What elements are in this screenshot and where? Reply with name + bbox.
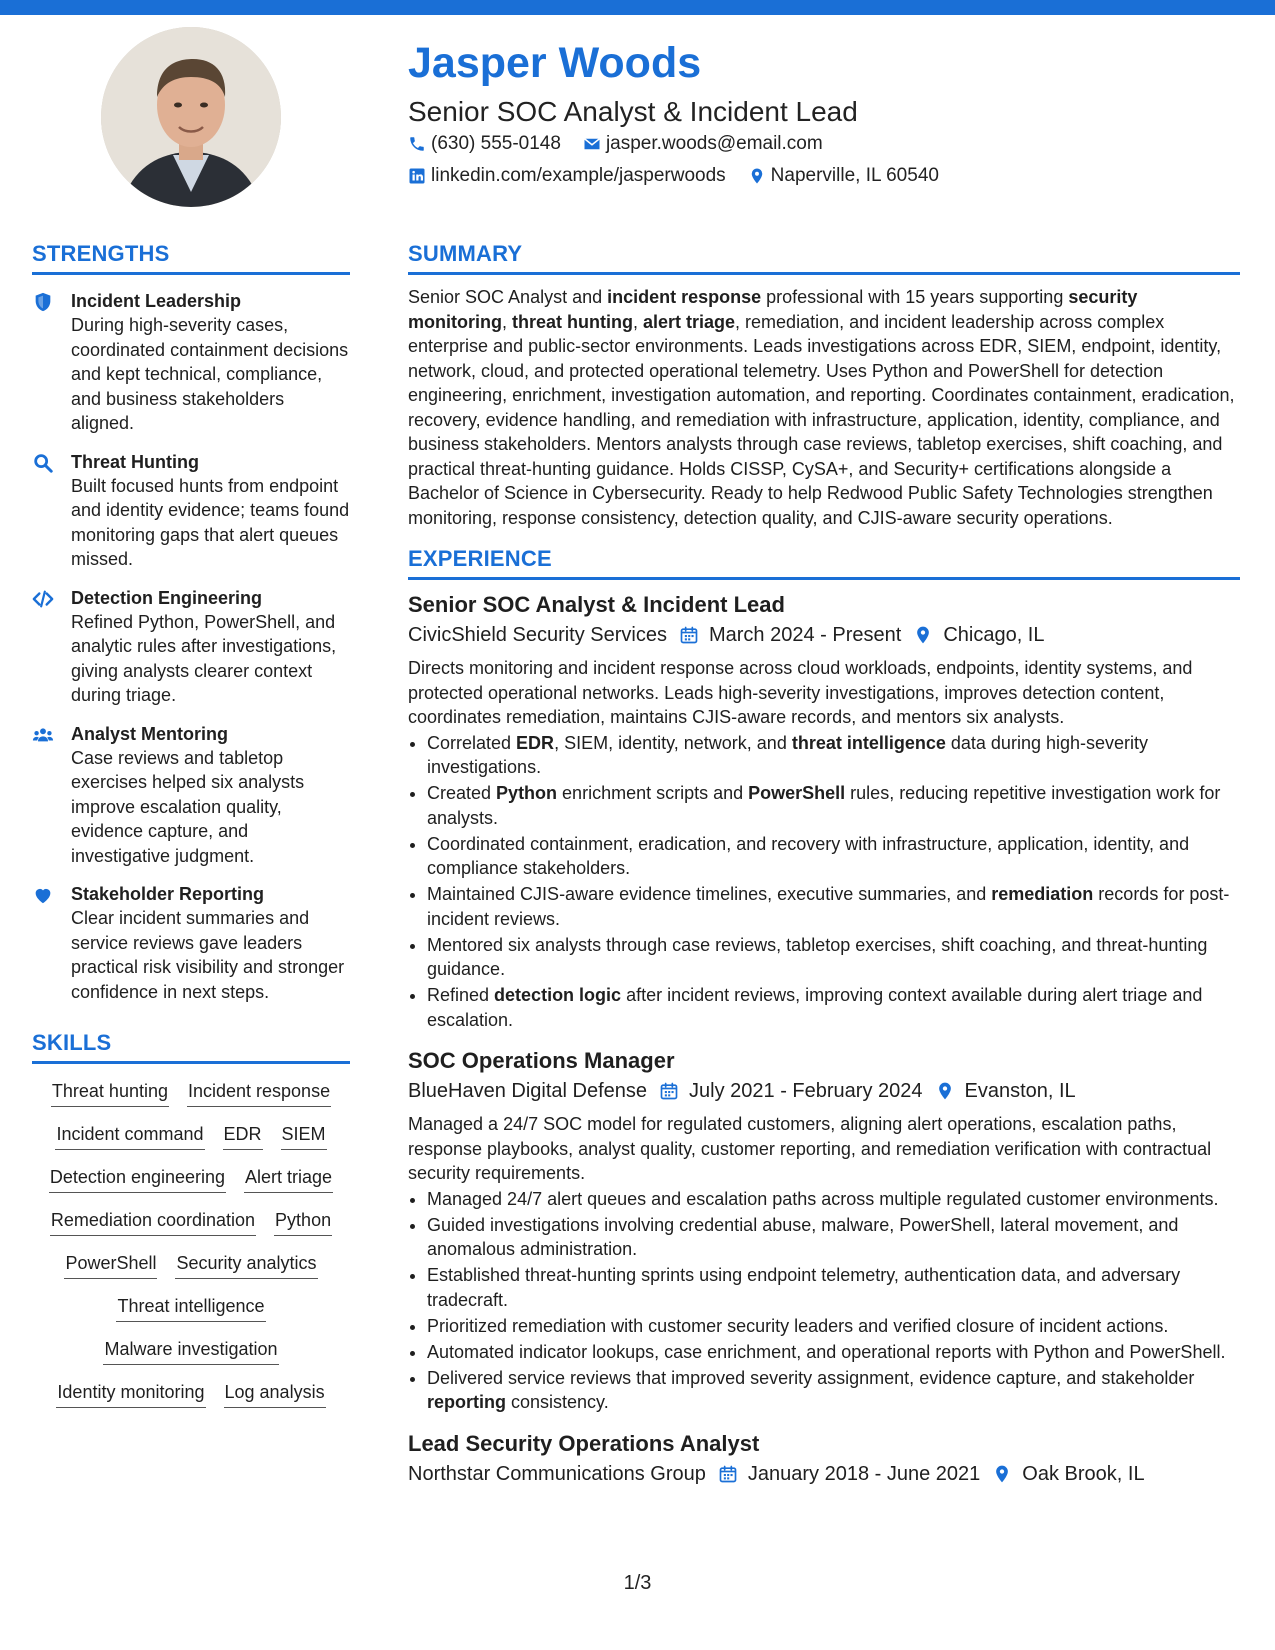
text-run: Automated indicator lookups, case enrichment, and operational reports with Python and PowerShell. bbox=[427, 1341, 1226, 1362]
strength-title: Detection Engineering bbox=[71, 587, 263, 608]
text-run: Established threat-hunting sprints using endpoint telemetry, authentication data, and adversary tradecraft. bbox=[427, 1265, 1181, 1310]
contact-row-2 bbox=[408, 165, 939, 187]
skill-row bbox=[32, 1164, 350, 1193]
calendar-icon bbox=[679, 625, 699, 645]
calendar-icon bbox=[659, 1081, 679, 1101]
text-run: Created bbox=[427, 783, 497, 803]
strength-text: During high-severity cases, coordinated containment decisions and kept technical, compliance, and business stakeholders aligned. bbox=[71, 315, 349, 433]
skill-tag: EDR bbox=[223, 1121, 263, 1150]
contact-location bbox=[748, 165, 939, 187]
job-location bbox=[992, 1459, 1144, 1489]
map-pin-icon bbox=[992, 1464, 1012, 1484]
job-dates bbox=[659, 1076, 922, 1106]
text-run: , bbox=[501, 311, 512, 332]
bullet-item bbox=[427, 882, 1240, 931]
skills-list bbox=[32, 1078, 350, 1408]
skill-tag: Alert triage bbox=[244, 1164, 333, 1193]
job-dates-text: July 2021 - February 2024 bbox=[689, 1080, 923, 1102]
text-run: Guided investigations involving credential abuse, malware, PowerShell, lateral movement, and anomalous administration. bbox=[427, 1214, 1179, 1259]
job-location-text: Oak Brook, IL bbox=[1022, 1462, 1145, 1485]
skill-tag: Malware investigation bbox=[103, 1336, 278, 1365]
text-run: Prioritized remediation with customer security leaders and verified closure of incident actions. bbox=[427, 1315, 1169, 1336]
skill-tag: Remediation coordination bbox=[50, 1207, 256, 1236]
phone-icon bbox=[408, 135, 426, 153]
heart-icon bbox=[32, 884, 54, 906]
strength-text: Built focused hunts from endpoint and identity evidence; teams found monitoring gaps that alert queues missed. bbox=[71, 475, 350, 569]
skill-tag: Python bbox=[274, 1207, 332, 1236]
bold-text: security monitoring bbox=[408, 287, 1138, 332]
strength-title: Threat Hunting bbox=[71, 451, 199, 472]
job-dates-text: January 2018 - June 2021 bbox=[747, 1462, 981, 1485]
phone-text: (630) 555-0148 bbox=[431, 133, 561, 154]
job-dates bbox=[679, 620, 901, 650]
map-pin-icon bbox=[913, 625, 933, 645]
company-name: Northstar Communications Group bbox=[408, 1462, 706, 1485]
strengths-heading: STRENGTHS bbox=[32, 241, 350, 275]
skill-tag: Threat hunting bbox=[51, 1078, 169, 1107]
text-run: Refined bbox=[427, 985, 495, 1005]
map-pin-icon bbox=[935, 1081, 955, 1101]
strength-text: Refined Python, PowerShell, and analytic rules after investigations, giving analysts clearer context during triage. bbox=[71, 611, 337, 705]
text-run: Mentored six analysts through case reviews, tabletop exercises, shift coaching, and threat-hunting guidance. bbox=[427, 934, 1208, 979]
company-name: CivicShield Security Services bbox=[408, 624, 667, 646]
text-run: rules, reducing repetitive investigation work for analysts. bbox=[427, 783, 1221, 828]
bullet-item bbox=[427, 1366, 1240, 1415]
strength-title: Analyst Mentoring bbox=[71, 723, 229, 744]
bullet-item bbox=[427, 832, 1240, 881]
bold-text: threat hunting bbox=[512, 311, 633, 332]
profile-photo bbox=[101, 27, 281, 207]
skill-tag: Log analysis bbox=[224, 1379, 326, 1408]
skill-tag: SIEM bbox=[281, 1121, 327, 1150]
job-title: Senior SOC Analyst & Incident Lead bbox=[408, 592, 785, 617]
bold-text: alert triage bbox=[643, 311, 736, 332]
summary-heading: SUMMARY bbox=[408, 241, 1240, 275]
strength-title: Incident Leadership bbox=[71, 291, 242, 311]
text-run: enrichment scripts and bbox=[557, 783, 749, 803]
location-text: Naperville, IL 60540 bbox=[770, 165, 939, 186]
bullet-item bbox=[427, 933, 1240, 982]
bullet-item bbox=[427, 731, 1240, 780]
job-title: SOC Operations Manager bbox=[408, 1048, 675, 1073]
skill-tag: PowerShell bbox=[64, 1250, 157, 1279]
left-column bbox=[32, 241, 350, 1422]
calendar-icon bbox=[718, 1464, 738, 1484]
skills-heading: SKILLS bbox=[32, 1030, 350, 1064]
job-title: Lead Security Operations Analyst bbox=[408, 1430, 760, 1456]
job-entry bbox=[408, 1429, 1240, 1489]
profile-photo-image bbox=[101, 27, 281, 207]
bullet-item bbox=[427, 1213, 1240, 1262]
candidate-title: Senior SOC Analyst & Incident Lead bbox=[408, 96, 858, 127]
text-run: Managed 24/7 alert queues and escalation paths across multiple regulated customer environments. bbox=[427, 1188, 1219, 1209]
skill-tag: Incident response bbox=[187, 1078, 331, 1107]
map-pin-icon bbox=[748, 167, 766, 185]
skill-row bbox=[32, 1250, 350, 1279]
job-bullets bbox=[408, 1187, 1240, 1415]
bold-text: incident response bbox=[607, 287, 762, 307]
job-location bbox=[935, 1076, 1076, 1106]
page-number: 1/3 bbox=[623, 1572, 652, 1594]
bold-text: detection logic bbox=[494, 985, 622, 1005]
bold-text: Python bbox=[496, 783, 558, 803]
job-location-text: Evanston, IL bbox=[964, 1080, 1076, 1102]
bullet-item bbox=[427, 983, 1240, 1032]
text-run: records for post-incident reviews. bbox=[427, 884, 1230, 929]
text-run: , remediation, and incident leadership across complex enterprise and public-sector environments. Leads investigations across EDR, SIEM, endpoint, identity, network, cloud, and protected operational telemetry. Uses Python and PowerShell for detection engineering, enrichment, investigation automation, and reporting. Coordinates containment, eradication, recovery, evidence handling, and remediation with infrastructure, application, identity, compliance, and business stakeholders. Mentors analysts through case reviews, tabletop exercises, shift coaching, and practical threat-hunting guidance. Holds CISSP, CySA+, and Security+ certifications alongside a Bachelor of Science in Cybersecurity. Ready to help Redwood Public Safety Technologies strengthen monitoring, response consistency, detection quality, and CJIS-aware security operations. bbox=[408, 311, 1235, 528]
skill-row bbox=[32, 1379, 350, 1408]
bullet-item bbox=[427, 1187, 1240, 1212]
experience-heading: EXPERIENCE bbox=[408, 546, 1240, 580]
strength-title: Stakeholder Reporting bbox=[71, 884, 265, 904]
skill-tag: Incident command bbox=[55, 1121, 204, 1150]
bold-text: remediation bbox=[991, 884, 1094, 904]
job-entry bbox=[408, 1046, 1240, 1415]
strength-text: Case reviews and tabletop exercises helped six analysts improve escalation quality, evidence capture, and investigative judgment. bbox=[71, 747, 305, 866]
experience-list bbox=[408, 590, 1240, 1489]
strength-item bbox=[32, 586, 350, 708]
text-run: Maintained CJIS-aware evidence timelines, executive summaries, and bbox=[427, 884, 992, 904]
text-run: , SIEM, identity, network, and bbox=[554, 732, 792, 753]
search-icon bbox=[32, 452, 54, 474]
skill-tag: Security analytics bbox=[175, 1250, 317, 1279]
contact-linkedin[interactable] bbox=[408, 165, 726, 187]
job-entry bbox=[408, 590, 1240, 1032]
top-accent-bar bbox=[0, 0, 1275, 15]
job-description: Directs monitoring and incident response across cloud workloads, endpoints, identity systems, and protected operational networks. Leads high-severity investigations, improves detection content, coordinates remediation, maintains CJIS-aware records, and mentors six analysts. bbox=[408, 658, 1193, 727]
text-run: , bbox=[632, 311, 643, 332]
linkedin-text: linkedin.com/example/jasperwoods bbox=[431, 165, 726, 186]
candidate-name: Jasper Woods bbox=[408, 39, 702, 87]
envelope-icon bbox=[583, 135, 601, 153]
code-icon bbox=[32, 588, 54, 610]
text-run: professional with 15 years supporting bbox=[761, 287, 1069, 307]
users-icon bbox=[32, 724, 54, 746]
bullet-item bbox=[427, 1314, 1240, 1339]
strength-item bbox=[32, 882, 350, 1004]
job-dates-text: March 2024 - Present bbox=[708, 624, 902, 646]
text-run: Senior SOC Analyst and bbox=[408, 287, 608, 307]
text-run: data during high-severity investigations. bbox=[427, 732, 1149, 777]
strength-text: Clear incident summaries and service reviews gave leaders practical risk visibility and stronger confidence in next steps. bbox=[71, 908, 345, 1002]
job-meta bbox=[408, 620, 1240, 650]
contact-row-1 bbox=[408, 133, 823, 155]
email-text: jasper.woods@email.com bbox=[605, 133, 823, 154]
job-description: Managed a 24/7 SOC model for regulated customers, aligning alert operations, escalation paths, response playbooks, analyst quality, customer reporting, and remediation verification with contractual security requirements. bbox=[408, 1114, 1212, 1183]
linkedin-icon bbox=[408, 167, 426, 185]
strength-item bbox=[32, 289, 350, 436]
skill-tag: Threat intelligence bbox=[116, 1293, 265, 1322]
skill-row bbox=[32, 1336, 350, 1365]
strength-item bbox=[32, 722, 350, 869]
skill-row bbox=[32, 1293, 350, 1322]
contact-email[interactable] bbox=[583, 133, 823, 155]
bullet-item bbox=[427, 1340, 1240, 1365]
text-run: after incident reviews, improving context available during alert triage and escalation. bbox=[427, 985, 1203, 1030]
skill-row bbox=[32, 1078, 350, 1107]
right-column bbox=[408, 241, 1240, 1489]
text-run: Coordinated containment, eradication, and recovery with infrastructure, application, identity, and compliance stakeholders. bbox=[427, 833, 1190, 878]
job-location bbox=[913, 620, 1044, 650]
bullet-item bbox=[427, 781, 1240, 830]
bullet-item bbox=[427, 1263, 1240, 1312]
strength-item bbox=[32, 450, 350, 572]
bold-text: PowerShell bbox=[748, 783, 846, 803]
bold-text: reporting bbox=[427, 1392, 506, 1412]
contact-phone[interactable] bbox=[408, 133, 561, 155]
job-meta bbox=[408, 1076, 1240, 1106]
text-run: Correlated bbox=[427, 732, 517, 753]
job-meta bbox=[408, 1459, 1240, 1489]
skill-tag: Detection engineering bbox=[49, 1164, 226, 1193]
summary-text bbox=[408, 285, 1240, 530]
job-dates bbox=[718, 1459, 980, 1489]
bold-text: threat intelligence bbox=[791, 732, 946, 753]
job-location-text: Chicago, IL bbox=[943, 624, 1045, 646]
text-run: Delivered service reviews that improved severity assignment, evidence capture, and stakeholder bbox=[427, 1367, 1195, 1388]
skill-row bbox=[32, 1121, 350, 1150]
job-bullets bbox=[408, 731, 1240, 1033]
skill-row bbox=[32, 1207, 350, 1236]
skill-tag: Identity monitoring bbox=[56, 1379, 205, 1408]
text-run: consistency. bbox=[506, 1392, 609, 1412]
shield-icon bbox=[32, 291, 54, 313]
company-name: BlueHaven Digital Defense bbox=[408, 1080, 648, 1102]
bold-text: EDR bbox=[516, 732, 555, 753]
